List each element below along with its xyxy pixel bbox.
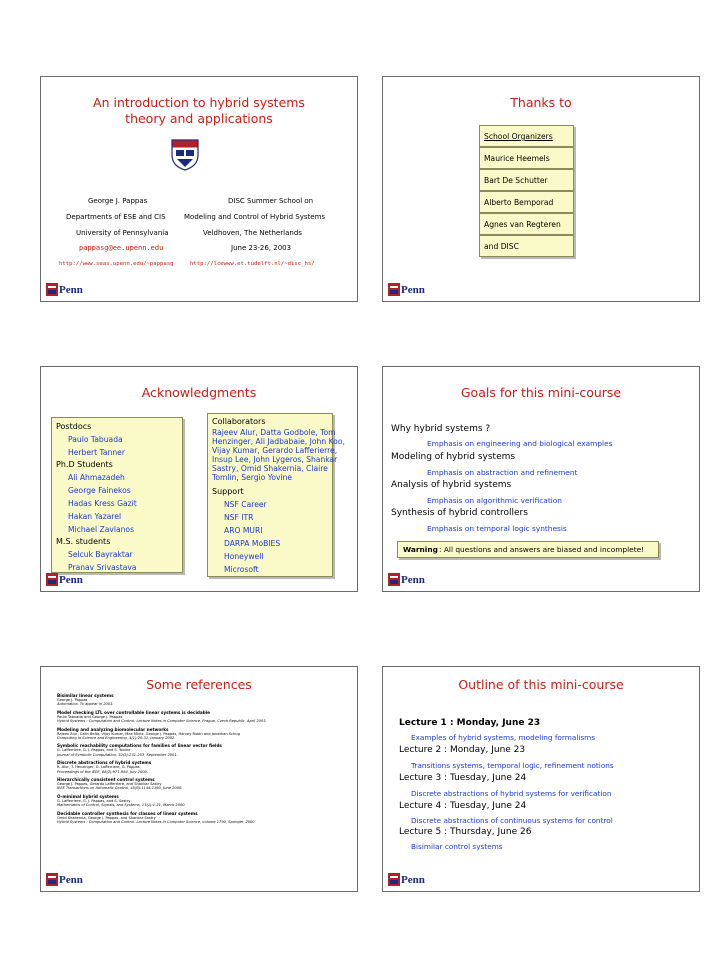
lecture-sub: Transitions systems, temporal logic, refinement notions xyxy=(411,761,614,770)
thanks-item: Agnes van Regteren xyxy=(479,213,574,235)
goal-main: Synthesis of hybrid controllers xyxy=(391,508,528,518)
phd-name: Michael Zavlanos xyxy=(68,525,135,534)
penn-logo-icon xyxy=(46,873,90,886)
author-university: University of Pennsylvania xyxy=(76,229,169,237)
goal-sub: Emphasis on temporal logic synthesis xyxy=(427,524,567,533)
slide-heading: Outline of this mini-course xyxy=(458,677,624,692)
collaborators-line: Henzinger, Ali Jadbabaie, John Koo, xyxy=(212,437,345,446)
goal-sub: Emphasis on abstraction and refinement xyxy=(427,468,578,477)
ms-name: Pranav Srivastava xyxy=(68,563,137,572)
ms-heading: M.S. students xyxy=(56,537,111,546)
thanks-item: School Organizers xyxy=(479,125,574,147)
penn-logo-icon xyxy=(388,873,432,886)
penn-logo-text: Penn xyxy=(59,574,83,586)
lecture-sub: Discrete abstractions of hybrid systems for verification xyxy=(411,789,612,798)
thanks-item: and DISC xyxy=(479,235,574,257)
postdoc-name: Paulo Tabuada xyxy=(68,435,123,444)
course-name: Modeling and Control of Hybrid Systems xyxy=(184,213,326,221)
venue: Veldhoven, The Netherlands xyxy=(203,229,302,237)
collaborators-line: Rajeev Alur, Datta Godbole, Tom xyxy=(212,428,336,437)
goal-main: Analysis of hybrid systems xyxy=(391,480,512,490)
reference-item: Bisimilar linear systems George J. Pappas Automatica. To appear in 2003. xyxy=(57,693,114,707)
school-name: DISC Summer School on xyxy=(228,197,314,205)
penn-logo-icon xyxy=(388,573,432,586)
penn-shield-icon xyxy=(171,139,199,171)
phd-name: Hakan Yazarel xyxy=(68,512,122,521)
phd-heading: Ph.D Students xyxy=(56,460,113,469)
collaborators-line: Vijay Kumar, Gerardo Lafferierre, xyxy=(212,446,338,455)
ms-name: Selcuk Bayraktar xyxy=(68,550,133,559)
phd-name: Hadas Kress Gazit xyxy=(68,499,137,508)
penn-logo-text: Penn xyxy=(59,874,83,886)
references-list xyxy=(57,693,267,828)
collaborators-box xyxy=(207,413,345,577)
phd-name: George Fainekos xyxy=(68,486,131,495)
slide-title-line1: An introduction to hybrid systems xyxy=(93,95,305,110)
slide-heading: Goals for this mini-course xyxy=(460,385,622,400)
goal-sub: Emphasis on algorithmic verification xyxy=(427,496,562,505)
author-email[interactable]: pappasg@ee.upenn.edu xyxy=(79,244,164,252)
penn-logo-icon xyxy=(388,283,432,296)
author-url[interactable]: http://www.seas.upenn.edu/~pappasg xyxy=(59,261,174,267)
support-item: ARO MURI xyxy=(224,526,263,535)
postdoc-name: Herbert Tanner xyxy=(68,448,125,457)
lecture-main: Lecture 4 : Tuesday, June 24 xyxy=(399,801,527,811)
thanks-item: Alberto Bemporad xyxy=(479,191,574,213)
thanks-item: Maurice Heemels xyxy=(479,147,574,169)
slide-heading: Some references xyxy=(146,677,252,692)
reference-item: O-minimal hybrid systems G. Lafferriere, G. J. Pappas, and S. Sastry Mathematics of Control, Signals, and Systems, 13(1):1-21, March 2000. xyxy=(57,793,186,808)
penn-logo-text: Penn xyxy=(59,284,83,296)
collaborators-line: Tomlin, Sergio Yovine xyxy=(212,473,293,482)
students-box xyxy=(51,417,183,573)
collaborators-heading: Collaborators xyxy=(212,417,266,426)
lecture-main: Lecture 2 : Monday, June 23 xyxy=(399,745,526,755)
lecture-sub: Examples of hybrid systems, modeling formalisms xyxy=(411,733,596,742)
phd-name: Ali Ahmazadeh xyxy=(68,473,125,482)
slide-title xyxy=(40,76,358,302)
reference-item: Discrete abstractions of hybrid systems R. Alur, T. Henzinger, G. Lafferriere, G. Pappas Proceedings of the IEEE, 88(2):971-984, July 2000. xyxy=(57,760,152,774)
lecture-main: Lecture 3 : Tuesday, June 24 xyxy=(399,773,527,783)
author-dept: Departments of ESE and CIS xyxy=(66,213,166,221)
goal-main: Modeling of hybrid systems xyxy=(391,452,516,462)
support-item: NSF ITR xyxy=(224,513,254,522)
lecture-sub: Discrete abstractions of continuous systems for control xyxy=(411,816,613,825)
collaborators-line: Sastry, Omid Shakernia, Claire xyxy=(212,464,328,473)
penn-logo-icon xyxy=(46,283,90,296)
slide-heading: Thanks to xyxy=(510,95,572,110)
lecture-main: Lecture 5 : Thursday, June 26 xyxy=(399,827,532,837)
reference-item: Symbolic reachability computations for families of linear vector fields G. Lafferriere, G. J. Pappas, and S. Yovine Journal of Symbolic Computation, 32(3):231-253, September 2001. xyxy=(57,743,222,757)
support-item: Honeywell xyxy=(224,552,264,561)
support-item: Microsoft xyxy=(224,565,259,574)
slide-goals xyxy=(382,366,700,592)
warning-label: Warning xyxy=(403,545,438,554)
slide-references xyxy=(40,666,358,892)
support-heading: Support xyxy=(212,487,244,496)
lecture-main: Lecture 1 : Monday, June 23 xyxy=(399,718,541,728)
support-item: DARPA MoBIES xyxy=(224,539,281,548)
reference-item: Hierarchically consistent control systems George J. Pappas, Gerardo Lafferriere, and Shankar Sastry IEEE Transactions on Automatic Control, 45(6):1144-1160, June 2000. xyxy=(57,777,183,791)
reference-item: Modeling and analyzing biomolecular networks Rajeev Alur, Calin Belta, Vijay Kumar, Max Mintz, George J. Pappas, Harvey Rubin and Jonathan Schug Computing in Science and Engineering, 4(1):20-31, January 2002. xyxy=(57,726,240,741)
thanks-item: Bart De Schutter xyxy=(479,169,574,191)
author-name: George J. Pappas xyxy=(88,197,148,205)
slide-outline xyxy=(382,666,700,892)
warning-box xyxy=(397,541,659,558)
penn-logo-text: Penn xyxy=(401,874,425,886)
penn-logo-text: Penn xyxy=(401,284,425,296)
slide-title-line2: theory and applications xyxy=(125,111,273,126)
goal-main: Why hybrid systems ? xyxy=(391,424,491,434)
slide-thanks xyxy=(382,76,700,302)
penn-logo-text: Penn xyxy=(401,574,425,586)
slide-heading: Acknowledgments xyxy=(141,385,257,400)
slide-acknowledgments xyxy=(40,366,358,592)
reference-item: Model checking LTL over controllable linear systems is decidable Paulo Tabuada and George J. Pappas Hybrid Systems : Computation and Control. Lecture Notes in Computer Science, Prague, Czech Republic, April 2003. xyxy=(57,709,267,724)
school-url[interactable]: http://lcewww.et.tudelft.nl/~disc_hs/ xyxy=(190,261,315,267)
dates: June 23-26, 2003 xyxy=(231,244,292,252)
lecture-sub: Bisimilar control systems xyxy=(411,842,503,851)
collaborators-line: Insup Lee, John Lygeros, Shankar xyxy=(212,455,338,464)
reference-item: Decidable controller synthesis for classes of linear systems Omid Shakernia, George J. Pappas, and Shankar Sastry Hybrid Systems : Computation and Control. Lecture Notes in Computer Science, volume 1790, Springer, 2000 xyxy=(57,810,255,825)
goal-sub: Emphasis on engineering and biological examples xyxy=(427,439,613,448)
support-item: NSF Career xyxy=(224,500,267,509)
penn-logo-icon xyxy=(46,573,90,586)
warning-text: : All questions and answers are biased and incomplete! xyxy=(439,545,645,554)
postdocs-heading: Postdocs xyxy=(56,422,92,431)
